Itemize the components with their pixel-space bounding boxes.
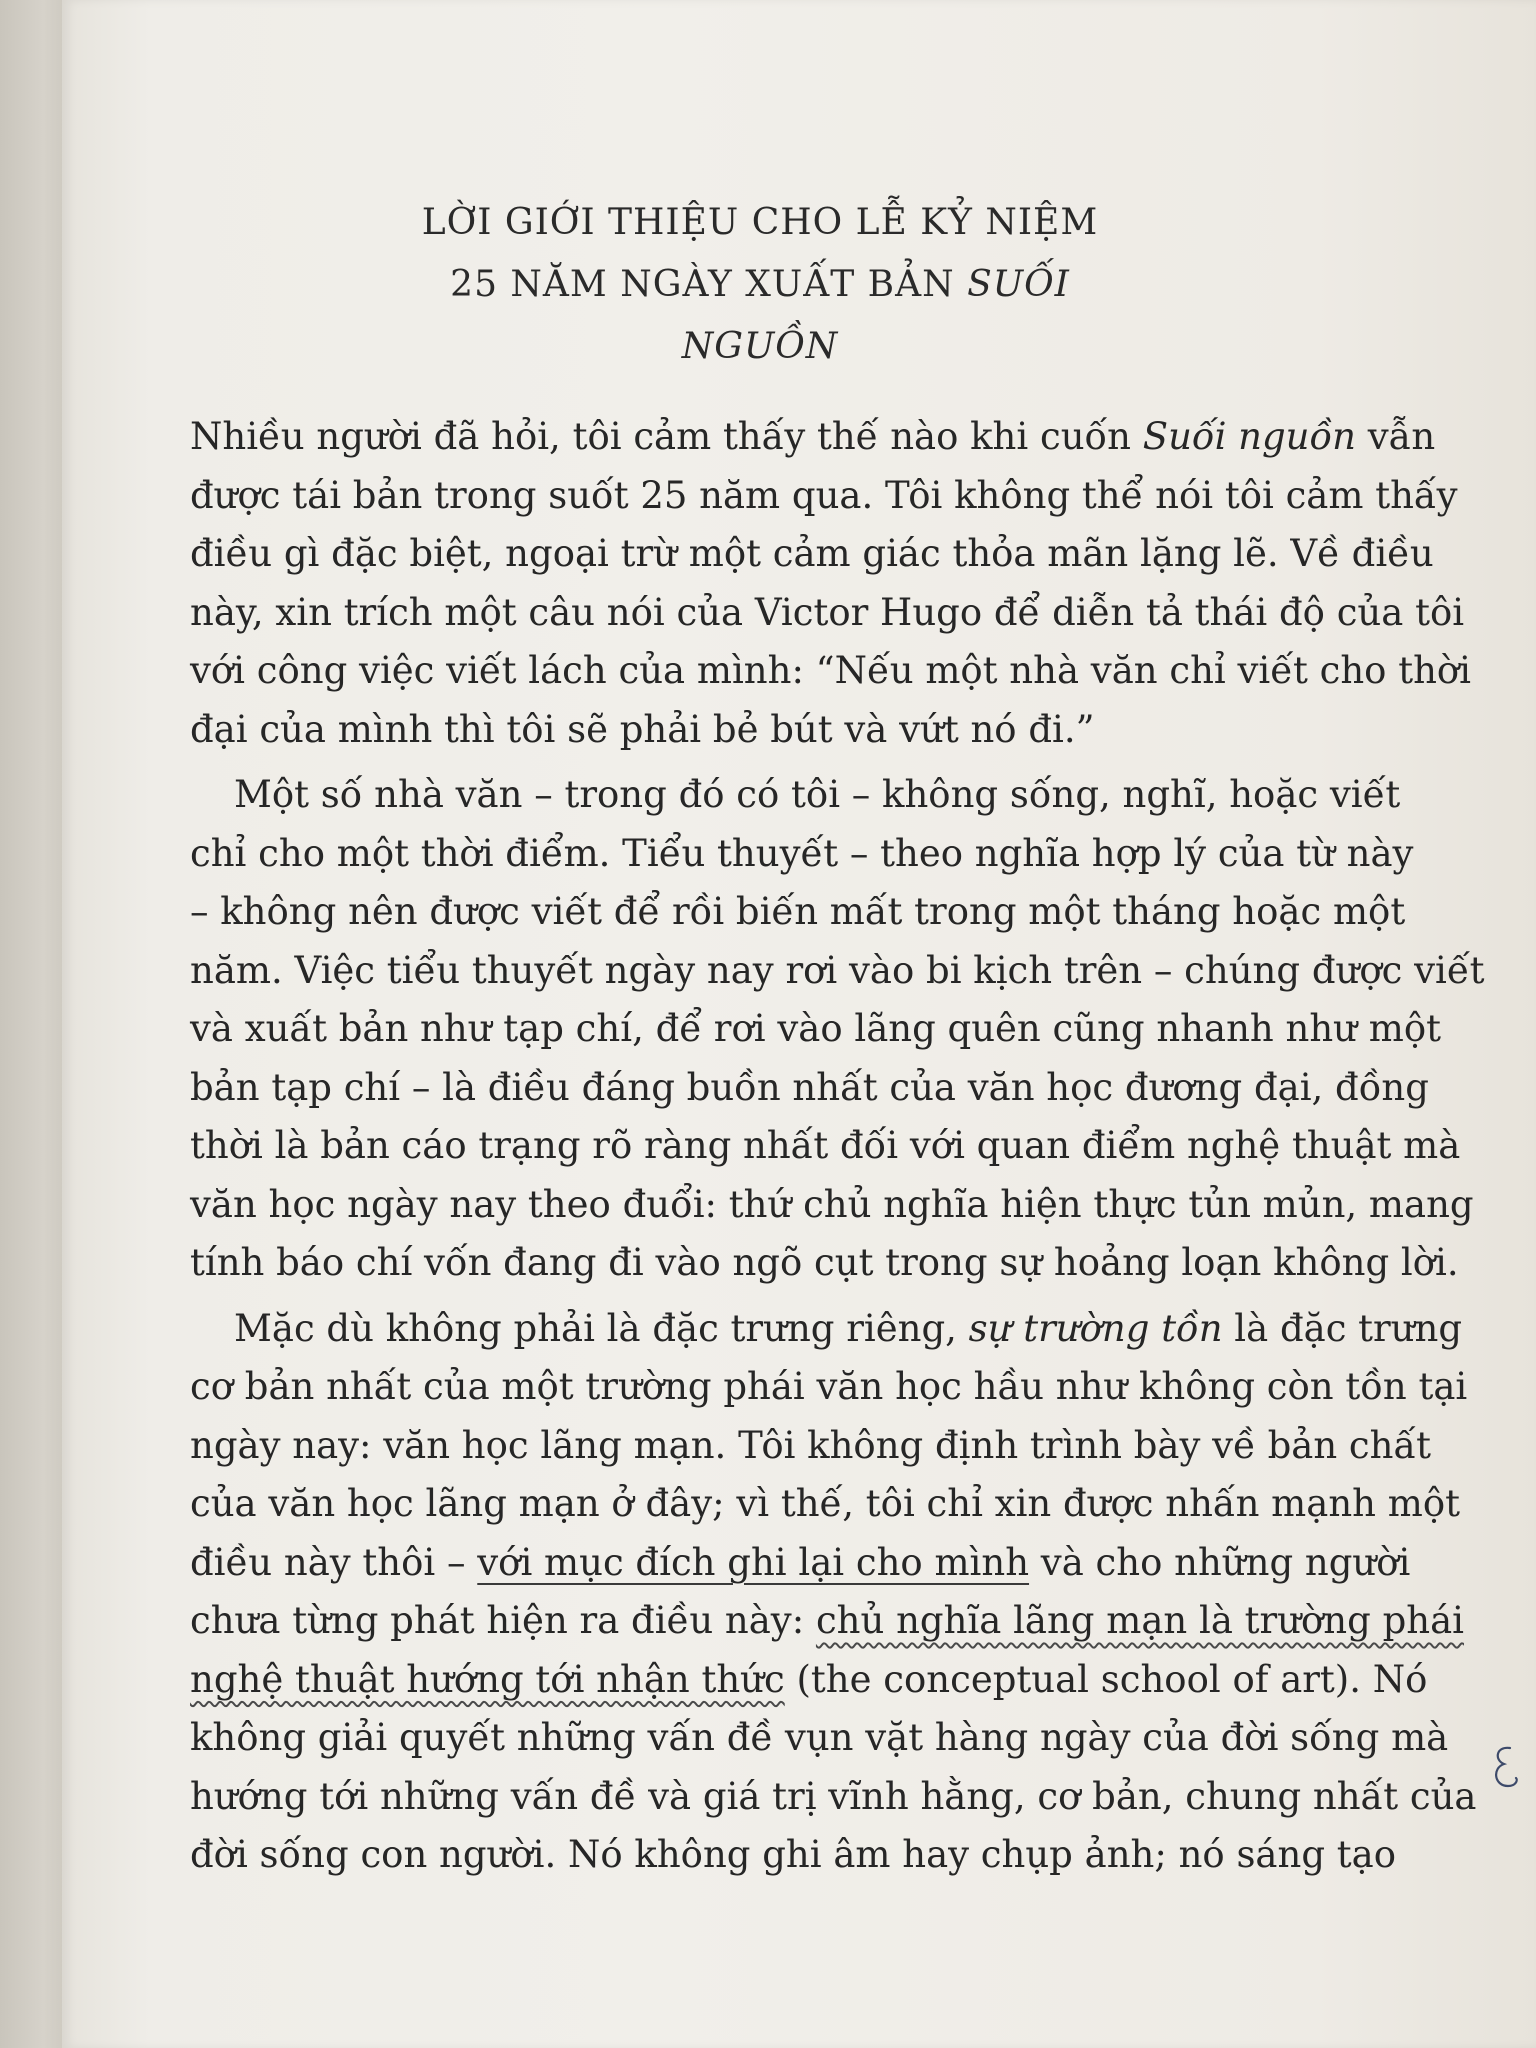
paragraph-1 — [190, 408, 1490, 759]
paragraph-2 — [190, 766, 1490, 1293]
text-line: của văn học lãng mạn ở đây; vì thế, tôi chỉ xin được nhấn mạnh một — [190, 1482, 1460, 1525]
text-line: Một số nhà văn – trong đó có tôi – không sống, nghĩ, hoặc viết — [234, 773, 1401, 816]
text-line: điều gì đặc biệt, ngoại trừ một cảm giác thỏa mãn lặng lẽ. Về điều — [190, 532, 1434, 575]
text-line: đời sống con người. Nó không ghi âm hay chụp ảnh; nó sáng tạo — [190, 1833, 1396, 1876]
heading-line-1: LỜI GIỚI THIỆU CHO LỄ KỶ NIỆM — [421, 202, 1099, 243]
heading-line-2-prefix: 25 NĂM NGÀY XUẤT BẢN — [450, 264, 968, 305]
text-line: tính báo chí vốn đang đi vào ngõ cụt trong sự hoảng loạn không lời. — [190, 1241, 1459, 1284]
text-line: – không nên được viết để rồi biến mất trong một tháng hoặc một — [190, 890, 1406, 933]
handwritten-margin-mark — [1488, 1738, 1524, 1798]
text-line: được tái bản trong suốt 25 năm qua. Tôi không thể nói tôi cảm thấy — [190, 473, 1458, 517]
text-line: chỉ cho một thời điểm. Tiểu thuyết – theo nghĩa hợp lý của từ này — [190, 831, 1414, 875]
text-line: và xuất bản như tạp chí, để rơi vào lãng quên cũng nhanh như một — [190, 1007, 1441, 1050]
text-line: này, xin trích một câu nói của Victor Hugo để diễn tả thái độ của tôi — [190, 590, 1465, 634]
text-line: hướng tới những vấn đề và giá trị vĩnh hằng, cơ bản, chung nhất của — [190, 1774, 1477, 1818]
handwritten-wavy-underline: nghệ thuật hướng tới nhận thức — [190, 1657, 785, 1701]
text-line: năm. Việc tiểu thuyết ngày nay rơi vào bi kịch trên – chúng được viết — [190, 948, 1485, 992]
chapter-heading — [380, 192, 1140, 378]
text-line: với công việc viết lách của mình: “Nếu một nhà văn chỉ viết cho thời — [190, 649, 1472, 692]
heading-book-title: SUỐI NGUỒN — [681, 264, 1070, 367]
emphasis-italic: sự trường tồn — [968, 1306, 1223, 1350]
text-line: thời là bản cáo trạng rõ ràng nhất đối với quan điểm nghệ thuật mà — [190, 1124, 1461, 1167]
body-text — [190, 408, 1490, 1892]
text-line: chưa từng phát hiện ra điều này: chủ nghĩa lãng mạn là trường phái — [190, 1599, 1464, 1642]
text-line: nghệ thuật hướng tới nhận thức (the conceptual school of art). Nó — [190, 1657, 1428, 1701]
text-line: Mặc dù không phải là đặc trưng riêng, sự trường tồn là đặc trưng — [234, 1306, 1463, 1350]
heading-line-2 — [380, 254, 1140, 378]
handwritten-wavy-underline: chủ nghĩa lãng mạn là trường phái — [815, 1599, 1464, 1642]
text-line: Nhiều người đã hỏi, tôi cảm thấy thế nào khi cuốn Suối nguồn vẫn — [190, 415, 1436, 458]
text-line: văn học ngày nay theo đuổi: thứ chủ nghĩa hiện thực tủn mủn, mang — [190, 1182, 1474, 1226]
paragraph-3 — [190, 1300, 1490, 1885]
text-line: cơ bản nhất của một trường phái văn học hầu như không còn tồn tại — [190, 1365, 1468, 1408]
text-line: điều này thôi – với mục đích ghi lại cho mình và cho những người — [190, 1540, 1411, 1584]
text-line: đại của mình thì tôi sẽ phải bẻ bút và vứt nó đi.” — [190, 707, 1095, 751]
handwritten-underline: với mục đích ghi lại cho mình — [477, 1540, 1030, 1584]
book-spine-edge — [0, 0, 62, 2048]
text-line: ngày nay: văn học lãng mạn. Tôi không định trình bày về bản chất — [190, 1423, 1431, 1467]
text-line: bản tạp chí – là điều đáng buồn nhất của văn học đương đại, đồng — [190, 1065, 1429, 1109]
book-title-italic: Suối nguồn — [1142, 415, 1356, 458]
text-line: không giải quyết những vấn đề vụn vặt hàng ngày của đời sống mà — [190, 1716, 1449, 1759]
